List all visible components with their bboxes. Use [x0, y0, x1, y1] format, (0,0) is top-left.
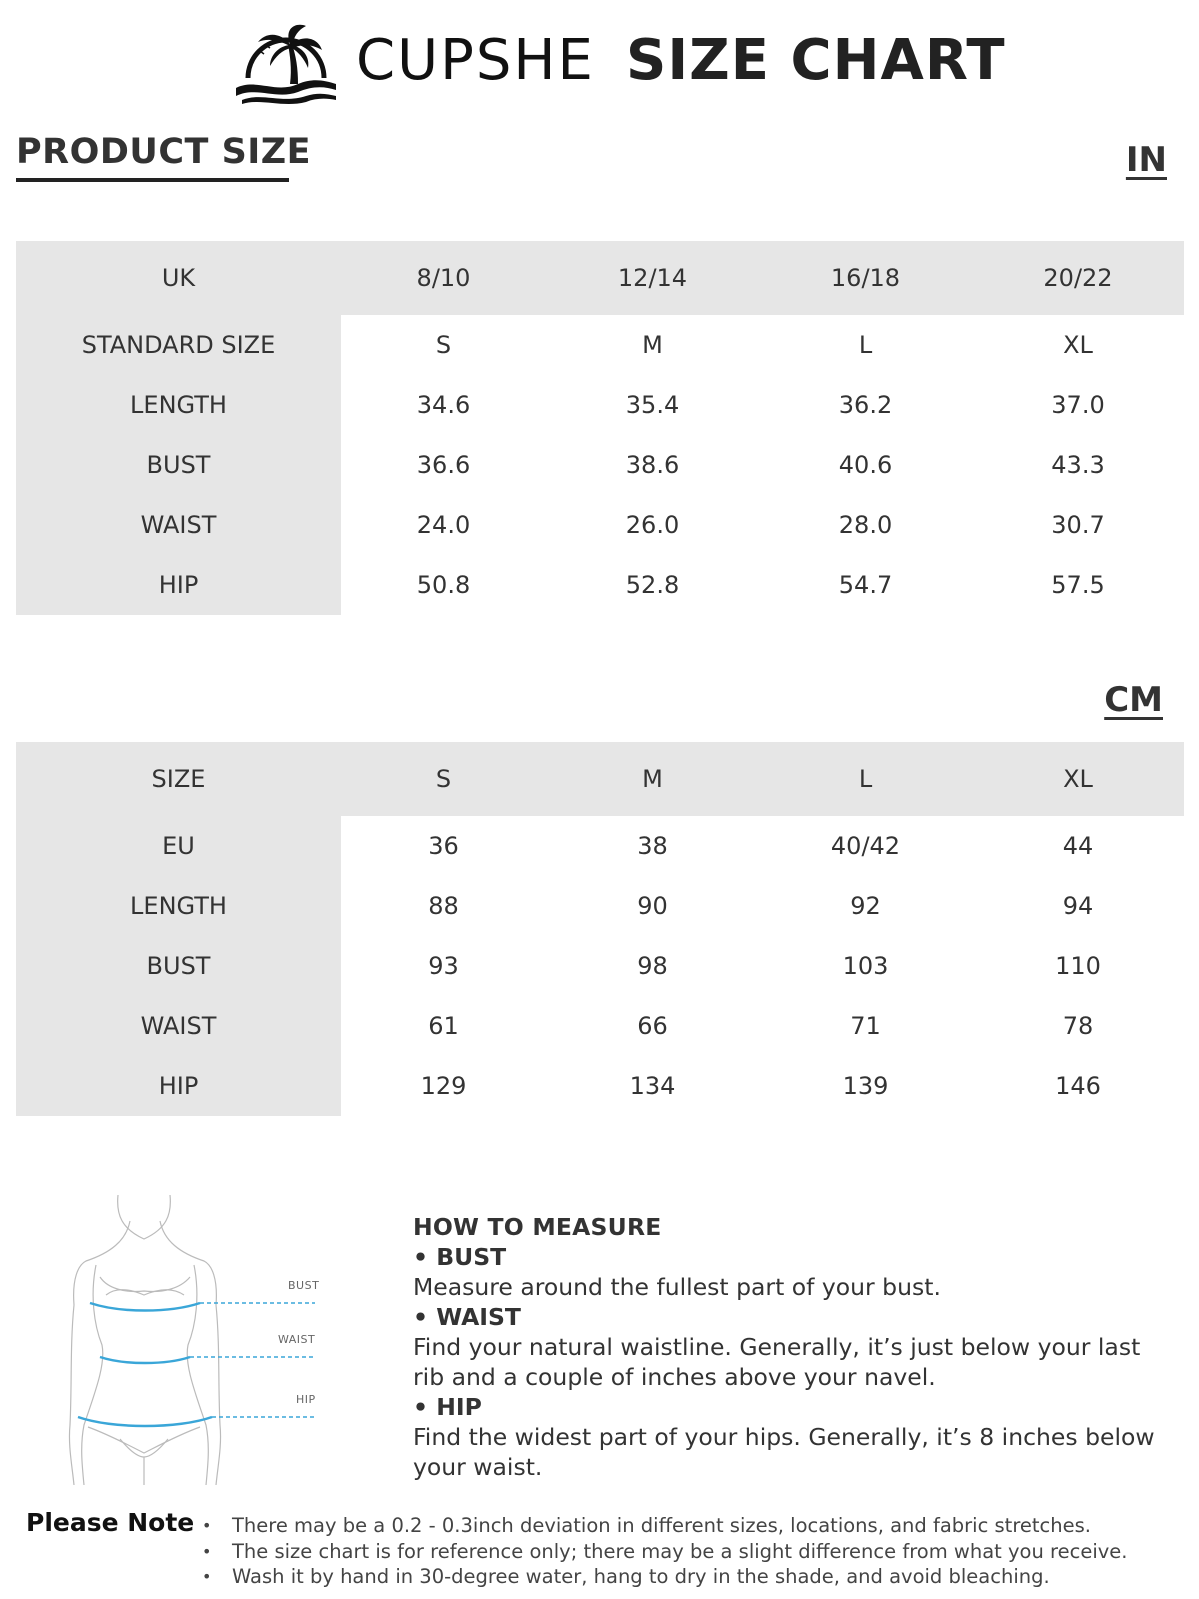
bust-figure-label: BUST: [288, 1279, 320, 1292]
table-cell: 78: [1062, 1012, 1094, 1040]
unit-cm-label: CM: [1104, 680, 1163, 720]
cupshe-logo: [236, 18, 336, 104]
palm-tree-icon: [236, 18, 336, 104]
header-label: SIZE: [151, 765, 206, 793]
table-cell: 94: [1062, 892, 1094, 920]
table-cell: 36.6: [416, 451, 471, 479]
waist-heading: • WAIST: [413, 1303, 521, 1331]
bust-heading: • BUST: [413, 1243, 507, 1271]
table-cell: 110: [1055, 952, 1101, 980]
note-item: • Wash it by hand in 30-degree water, hang to dry in the shade, and avoid bleaching.: [202, 1564, 1182, 1590]
table-cell: 57.5: [1051, 571, 1105, 599]
table-cell: S: [435, 331, 452, 359]
row-label: HIP: [16, 555, 341, 615]
row-label: BUST: [16, 435, 341, 495]
row-label: STANDARD SIZE: [16, 315, 341, 375]
section-divider: [16, 178, 289, 182]
table-row: [16, 996, 1184, 1056]
header-cell: L: [858, 765, 873, 793]
row-label: LENGTH: [16, 876, 341, 936]
note-list: [202, 1513, 1182, 1590]
table-cell: 54.7: [838, 571, 893, 599]
table-row: [16, 375, 1184, 435]
header-cell: 16/18: [830, 264, 901, 292]
table-cell: 66: [637, 1012, 668, 1040]
size-table-in: [16, 241, 1184, 615]
table-row: [16, 495, 1184, 555]
table-cell: 38.6: [625, 451, 680, 479]
header-cell: 8/10: [416, 264, 471, 292]
table-cell: 134: [629, 1072, 676, 1100]
header-cell: XL: [1063, 765, 1093, 793]
header-cell: 20/22: [1043, 264, 1113, 292]
table-cell: 30.7: [1051, 511, 1105, 539]
page-title: SIZE CHART: [626, 28, 1006, 93]
row-label: WAIST: [16, 996, 341, 1056]
table-row: [16, 936, 1184, 996]
waist-text: Find your natural waistline. Generally, it’s just below your last rib and a couple of inches above your navel.: [413, 1333, 1141, 1391]
unit-in-label: IN: [1125, 140, 1167, 180]
table-cell: 26.0: [625, 511, 680, 539]
size-table-cm: [16, 742, 1184, 1116]
table-cell: 37.0: [1051, 391, 1105, 419]
table-cell: XL: [1063, 331, 1093, 359]
row-label: HIP: [16, 1056, 341, 1116]
waist-figure-label: WAIST: [278, 1333, 316, 1346]
table-row: [16, 816, 1184, 876]
table-cell: 43.3: [1051, 451, 1105, 479]
row-label: EU: [16, 816, 341, 876]
bust-text: Measure around the fullest part of your bust.: [413, 1273, 941, 1301]
table-cell: 90: [637, 892, 668, 920]
row-label: BUST: [16, 936, 341, 996]
table-cell: 28.0: [838, 511, 893, 539]
table-cell: 50.8: [416, 571, 471, 599]
table-row: [16, 435, 1184, 495]
table-row: [16, 876, 1184, 936]
note-item: • The size chart is for reference only; there may be a slight difference from what you receive.: [202, 1539, 1182, 1565]
table-cell: 36.2: [838, 391, 893, 419]
brand-name: CUPSHE: [356, 28, 595, 93]
table-cell: 52.8: [625, 571, 680, 599]
table-cell: L: [858, 331, 873, 359]
header-cell: 12/14: [617, 264, 688, 292]
table-header-row: [16, 241, 1184, 315]
please-note-title: Please Note: [26, 1508, 195, 1537]
table-cell: 36: [428, 832, 459, 860]
table-cell: M: [642, 331, 663, 359]
hip-figure-label: HIP: [296, 1393, 316, 1406]
table-cell: 92: [850, 892, 881, 920]
header-cell: S: [435, 765, 452, 793]
table-cell: 35.4: [625, 391, 680, 419]
table-cell: 24.0: [416, 511, 471, 539]
body-measure-figure: [60, 1195, 330, 1485]
how-to-measure: [413, 1212, 1173, 1482]
table-cell: 40/42: [830, 832, 901, 860]
how-to-measure-title: HOW TO MEASURE: [413, 1213, 662, 1241]
table-header-row: [16, 742, 1184, 816]
note-item: • There may be a 0.2 - 0.3inch deviation in different sizes, locations, and fabric stretches.: [202, 1513, 1182, 1539]
header-label: UK: [161, 264, 196, 292]
product-size-title: PRODUCT SIZE: [16, 132, 312, 172]
table-cell: 34.6: [416, 391, 471, 419]
table-cell: 71: [850, 1012, 881, 1040]
table-row: [16, 555, 1184, 615]
table-cell: 103: [842, 952, 889, 980]
table-cell: 40.6: [838, 451, 893, 479]
hip-text: Find the widest part of your hips. Generally, it’s 8 inches below your waist.: [413, 1423, 1155, 1481]
hip-heading: • HIP: [413, 1393, 482, 1421]
table-cell: 88: [428, 892, 459, 920]
table-row: [16, 1056, 1184, 1116]
table-cell: 98: [637, 952, 668, 980]
header-cell: M: [642, 765, 663, 793]
table-cell: 61: [428, 1012, 459, 1040]
row-label: LENGTH: [16, 375, 341, 435]
table-cell: 93: [428, 952, 459, 980]
table-cell: 129: [420, 1072, 467, 1100]
table-cell: 139: [842, 1072, 889, 1100]
row-label: WAIST: [16, 495, 341, 555]
table-cell: 38: [637, 832, 668, 860]
table-cell: 146: [1055, 1072, 1101, 1100]
table-cell: 44: [1062, 832, 1094, 860]
table-row: [16, 315, 1184, 375]
